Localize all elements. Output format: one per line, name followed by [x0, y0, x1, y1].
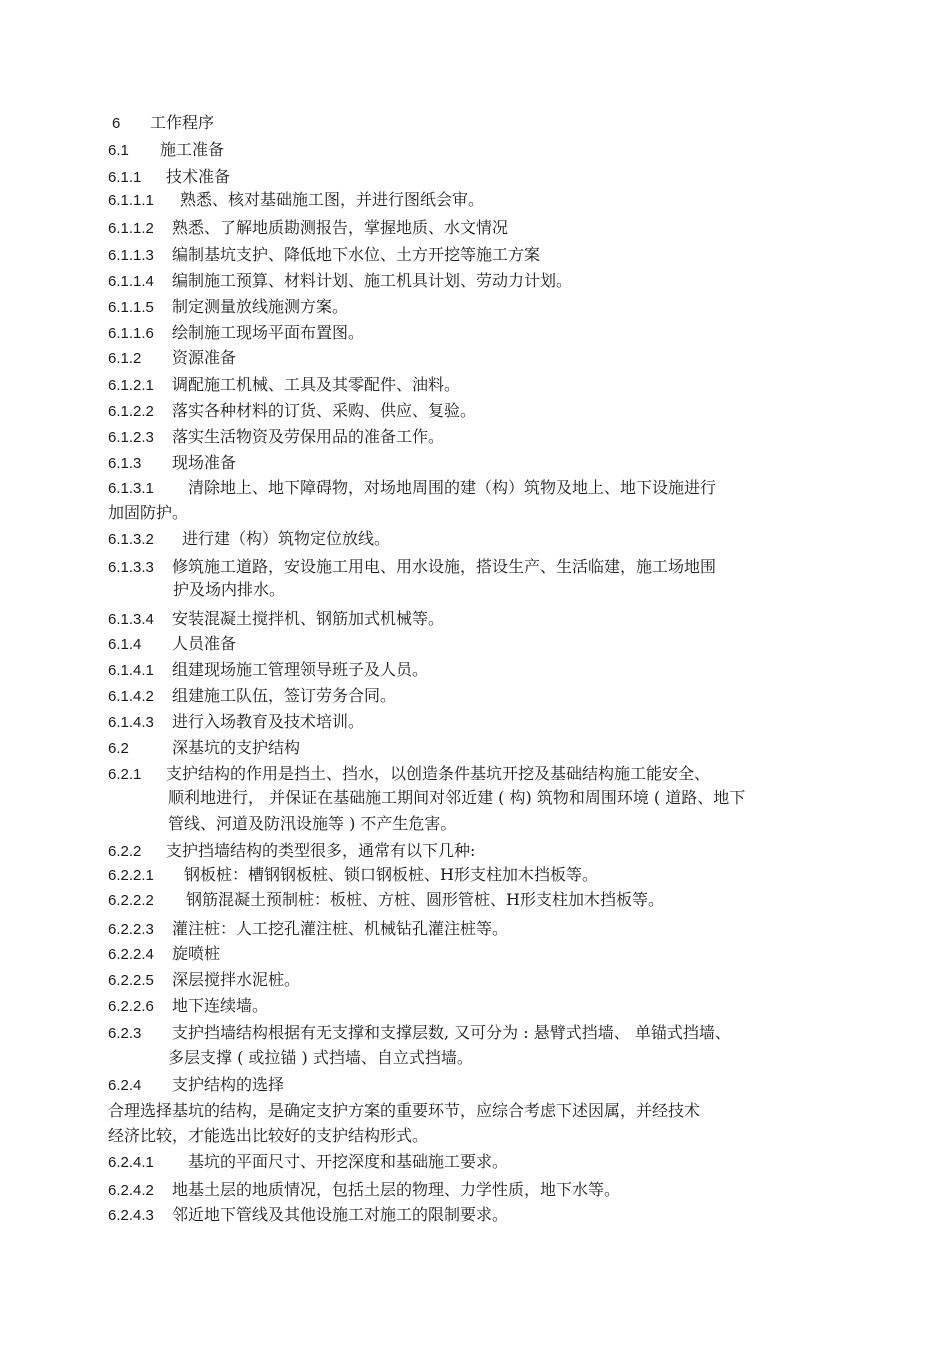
list-item: [108, 271, 572, 291]
item-number: 6.1.2.2: [108, 403, 154, 420]
section-title: 深基坑的支护结构: [172, 738, 301, 757]
item-text: 组建施工队伍，签订劳务合同。: [172, 686, 397, 705]
item-number: 6.2.2.6: [108, 998, 154, 1015]
section-number: 6.2: [108, 740, 129, 757]
item-text: 支护挡墙结构根据有无支撑和支撑层数, 又可分为 : 悬臂式挡墙、 单锚式挡墙、: [172, 1023, 731, 1042]
item-number: 6.1.1.6: [108, 325, 154, 342]
item-text: 进行建（构）筑物定位放线。: [182, 529, 391, 548]
item-text: 清除地上、地下障碍物，对场地周围的建（构）筑物及地上、地下设施进行: [188, 478, 717, 497]
item-text: 编制基坑支护、降低地下水位、土方开挖等施工方案: [172, 245, 541, 264]
item-number: 6.1.3.3: [108, 559, 154, 576]
item-number: 6.1.4.1: [108, 662, 154, 679]
item-text: 基坑的平面尺寸、开挖深度和基础施工要求。: [188, 1152, 509, 1171]
section-number: 6.1: [108, 142, 129, 159]
item-text: 邻近地下管线及其他设施工对施工的限制要求。: [172, 1205, 509, 1224]
list-item: [108, 323, 364, 343]
list-item: [108, 245, 540, 265]
item-text: 组建现场施工管理领导班子及人员。: [172, 660, 429, 679]
item-text: 安装混凝土搅拌机、钢筋加式机械等。: [172, 609, 445, 628]
item-text: 钢筋混凝土预制桩：板桩、方桩、圆形管桩、H形支柱加木挡板等。: [186, 890, 664, 909]
subsection-heading: [108, 1075, 284, 1095]
list-item: [108, 970, 300, 990]
item-continuation: [168, 788, 745, 808]
item-number: 6.1.3.1: [108, 480, 154, 497]
section-title: 资源准备: [172, 348, 237, 367]
list-item: [108, 686, 396, 706]
subsection-heading: [108, 348, 236, 368]
list-item: [108, 919, 508, 939]
list-item: [108, 375, 460, 395]
item-number: 6.1.3.2: [108, 531, 154, 548]
section-title: 技术准备: [166, 167, 231, 186]
paragraph: [108, 1101, 700, 1121]
list-item: [108, 1152, 508, 1172]
list-item: [108, 996, 268, 1016]
item-text: 地基土层的地质情况，包括土层的物理、力学性质，地下水等。: [172, 1180, 621, 1199]
list-item: [108, 478, 716, 498]
section-heading: [108, 140, 224, 160]
item-continuation: [168, 814, 456, 834]
item-text: 熟悉、核对基础施工图，并进行图纸会审。: [180, 190, 485, 209]
section-heading: [108, 738, 300, 758]
list-item: [108, 1023, 731, 1043]
list-item: [108, 944, 220, 964]
subsection-heading: [108, 634, 236, 654]
item-number: 6.2.2.3: [108, 921, 154, 938]
item-number: 6.2.2.5: [108, 972, 154, 989]
item-number: 6.2.4.2: [108, 1182, 154, 1199]
item-number: 6.1.1.4: [108, 273, 154, 290]
section-title: 人员准备: [172, 634, 237, 653]
item-text: 护及场内排水。: [173, 580, 286, 599]
section-number: 6: [112, 115, 121, 132]
item-text: 灌注桩：人工挖孔灌注桩、机械钻孔灌注桩等。: [172, 919, 509, 938]
item-number: 6.1.1.1: [108, 192, 154, 209]
item-text: 多层支撑 ( 或拉锚 ) 式挡墙、自立式挡墙。: [168, 1048, 473, 1067]
item-text: 旋喷桩: [172, 944, 221, 963]
list-item: [108, 557, 716, 577]
item-number: 6.2.4.3: [108, 1207, 154, 1224]
item-number: 6.2.3: [108, 1025, 142, 1042]
list-item: [108, 660, 428, 680]
list-item: [108, 712, 364, 732]
item-text: 深层搅拌水泥桩。: [172, 970, 301, 989]
section-title: 现场准备: [172, 453, 237, 472]
item-text: 修筑施工道路，安设施工用电、用水设施，搭设生产、生活临建，施工场地围: [172, 557, 717, 576]
item-number: 6.1.3.4: [108, 611, 154, 628]
subsection-heading: [108, 453, 236, 473]
item-text: 落实生活物资及劳保用品的准备工作。: [172, 427, 445, 446]
section-title: 支护结构的选择: [172, 1075, 285, 1094]
item-text: 支护结构的作用是挡土、挡水，以创造条件基坑开挖及基础结构施工能安全、: [166, 764, 711, 783]
item-number: 6.2.2.2: [108, 892, 154, 909]
item-number: 6.1.2.1: [108, 377, 154, 394]
list-item: [108, 401, 476, 421]
item-text: 编制施工预算、材料计划、施工机具计划、劳动力计划。: [172, 271, 573, 290]
item-text: 绘制施工现场平面布置图。: [172, 323, 365, 342]
list-item: [108, 1205, 508, 1225]
section-number: 6.2.4: [108, 1077, 142, 1094]
item-number: 6.1.1.2: [108, 220, 154, 237]
list-item: [108, 529, 390, 549]
list-item: [108, 865, 598, 885]
list-item: [108, 890, 664, 910]
section-number: 6.1.1: [108, 169, 142, 186]
item-continuation: [173, 580, 285, 600]
item-number: 6.2.2: [108, 843, 142, 860]
item-text: 熟悉、了解地质勘测报告，掌握地质、水文情况: [172, 218, 509, 237]
item-number: 6.2.2.1: [108, 867, 154, 884]
paragraph-text: 经济比较，才能选出比较好的支护结构形式。: [108, 1126, 429, 1145]
section-number: 6.1.4: [108, 636, 142, 653]
section-title: 工作程序: [150, 113, 215, 132]
item-text: 落实各种材料的订货、采购、供应、复验。: [172, 401, 477, 420]
paragraph: [108, 1126, 428, 1146]
list-item: [108, 190, 484, 210]
item-text: 支护挡墙结构的类型很多，通常有以下几种:: [166, 841, 476, 860]
section-number: 6.1.3: [108, 455, 142, 472]
subsection-heading: [108, 167, 230, 187]
item-text: 地下连续墙。: [172, 996, 269, 1015]
list-item: [108, 609, 444, 629]
item-continuation: [108, 503, 188, 523]
list-item: [108, 764, 710, 784]
item-number: 6.2.2.4: [108, 946, 154, 963]
list-item: [108, 427, 444, 447]
item-number: 6.1.4.2: [108, 688, 154, 705]
item-text: 制定测量放线施测方案。: [172, 297, 349, 316]
paragraph-text: 合理选择基坑的结构，是确定支护方案的重要环节，应综合考虑下述因属，并经技术: [108, 1101, 701, 1120]
section-heading: [112, 113, 214, 133]
item-number: 6.1.2.3: [108, 429, 154, 446]
item-number: 6.2.1: [108, 766, 142, 783]
section-title: 施工准备: [160, 140, 225, 159]
item-number: 6.1.4.3: [108, 714, 154, 731]
item-continuation: [168, 1048, 473, 1068]
list-item: [108, 841, 475, 861]
section-number: 6.1.2: [108, 350, 142, 367]
item-number: 6.1.1.3: [108, 247, 154, 264]
item-text: 加固防护。: [108, 503, 189, 522]
item-number: 6.2.4.1: [108, 1154, 154, 1171]
item-text: 调配施工机械、工具及其零配件、油料。: [172, 375, 461, 394]
item-number: 6.1.1.5: [108, 299, 154, 316]
item-text: 进行入场教育及技术培训。: [172, 712, 365, 731]
list-item: [108, 297, 348, 317]
list-item: [108, 1180, 620, 1200]
item-text: 管线、河道及防汛设施等 ) 不产生危害。: [168, 814, 457, 833]
list-item: [108, 218, 508, 238]
item-text: 钢板桩：槽钢钢板桩、锁口钢板桩、H形支柱加木挡板等。: [184, 865, 598, 884]
item-text: 顺利地进行， 并保证在基础施工期间对邻近建 ( 构) 筑物和周围环境 ( 道路、地下: [168, 788, 746, 807]
